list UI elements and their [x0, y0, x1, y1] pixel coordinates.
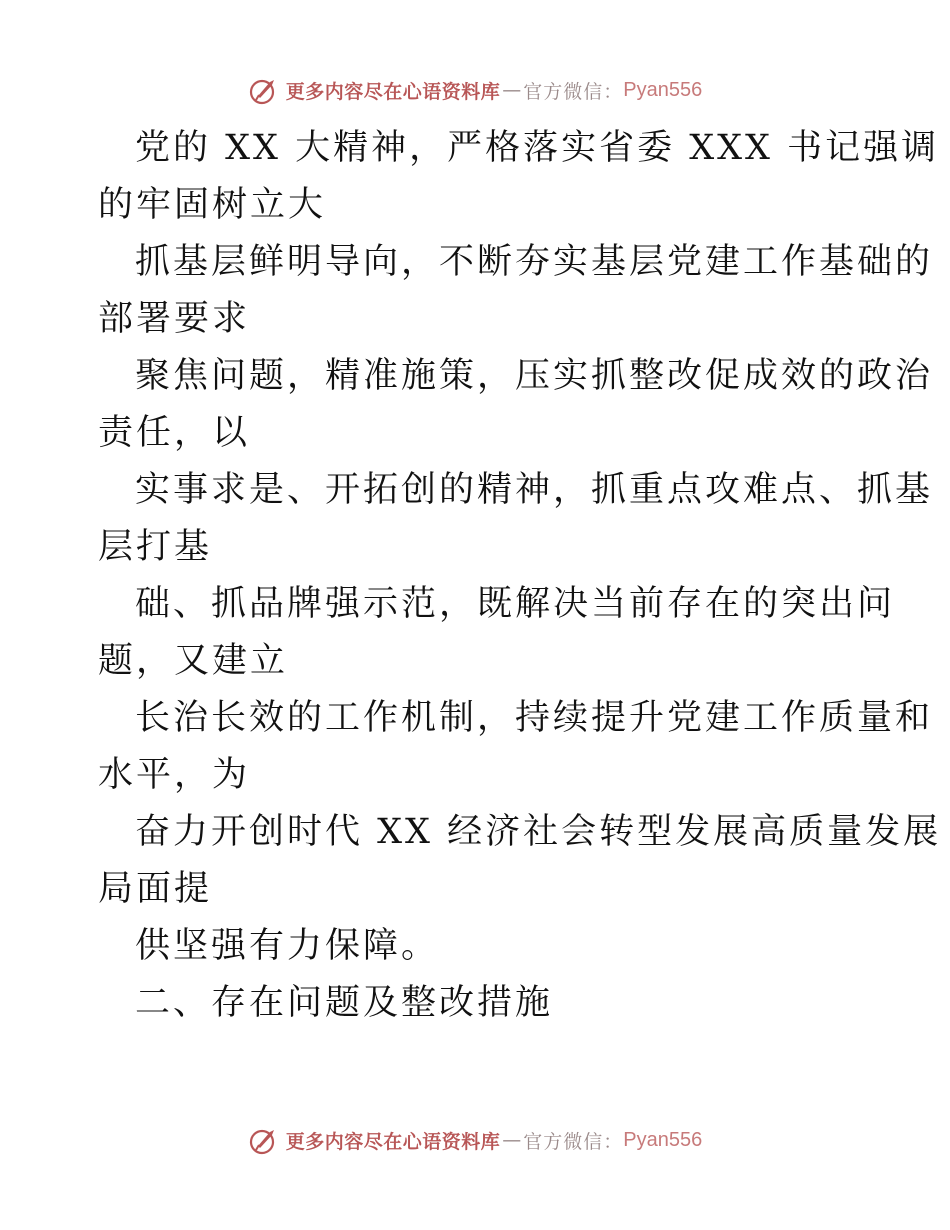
watermark-brand-text: 更多内容尽在心语资料库: [285, 80, 501, 103]
section-heading: 二、存在问题及整改措施: [135, 983, 554, 1023]
document-body: [98, 120, 942, 1032]
watermark-wechat-id: Pyan556: [623, 1128, 703, 1151]
watermark-brand-text: 更多内容尽在心语资料库: [285, 1130, 501, 1153]
text-line: 局面提: [98, 869, 213, 909]
text-line: 奋力开创时代 XX 经济社会转型发展高质量发展: [135, 812, 942, 852]
text-line: 党的 XX 大精神，严格落实省委 XXX 书记强调: [135, 128, 940, 168]
watermark-wechat-label: 官方微信：: [523, 1130, 624, 1153]
text-line: 题，又建立: [98, 641, 289, 681]
text-line: 层打基: [98, 527, 213, 567]
watermark-wechat-id: Pyan556: [623, 78, 703, 101]
watermark-separator: —: [502, 1129, 522, 1151]
text-line: 责任，以: [98, 413, 251, 453]
header-watermark: [0, 70, 950, 110]
text-line: 础、抓品牌强示范，既解决当前存在的突出问: [135, 584, 896, 624]
watermark-wechat-label: 官方微信：: [523, 80, 624, 103]
text-line: 抓基层鲜明导向，不断夯实基层党建工作基础的: [135, 242, 934, 282]
text-line: 供坚强有力保障。: [135, 926, 440, 966]
text-line: 聚焦问题，精准施策，压实抓整改促成效的政治: [135, 356, 934, 396]
text-line: 实事求是、开拓创的精神，抓重点攻难点、抓基: [135, 470, 934, 510]
text-line: 长治长效的工作机制，持续提升党建工作质量和: [135, 698, 934, 738]
footer-watermark: [0, 1120, 950, 1160]
text-line: 部署要求: [98, 299, 251, 339]
text-line: 的牢固树立大: [98, 185, 327, 225]
text-line: 水平，为: [98, 755, 251, 795]
quill-pen-logo-icon: [248, 1124, 280, 1156]
watermark-separator: —: [502, 79, 522, 101]
quill-pen-logo-icon: [248, 74, 280, 106]
